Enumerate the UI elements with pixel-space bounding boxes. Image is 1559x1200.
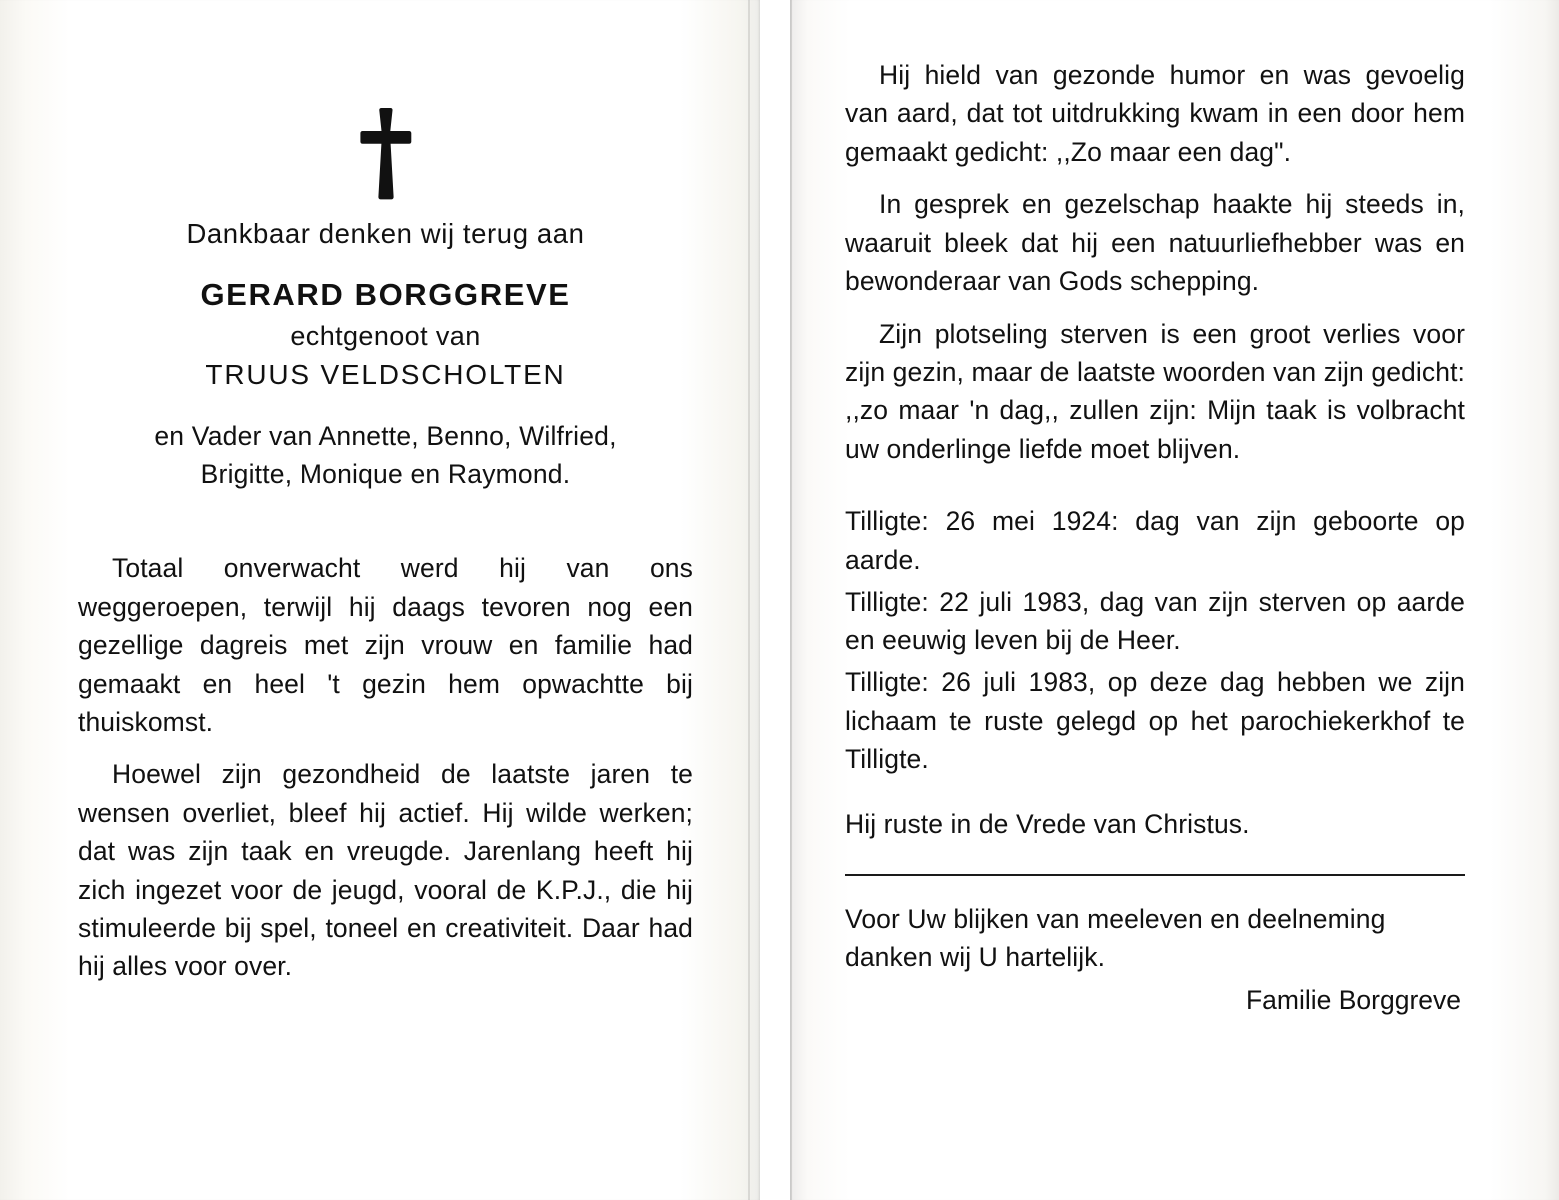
- divider: [845, 874, 1465, 876]
- children-line-1: en Vader van Annette, Benno, Wilfried,: [154, 421, 617, 451]
- card-left-content: [78, 0, 693, 1200]
- date-text: 26 mei 1924: dag van zijn geboorte op aarde.: [845, 506, 1465, 575]
- card-left-edge: [748, 0, 750, 1200]
- spouse-name: TRUUS VELDSCHOLTEN: [205, 359, 566, 390]
- card-right-content: [845, 0, 1465, 1200]
- lead-text: Dankbaar denken wij terug aan: [186, 218, 585, 249]
- date-place: Tilligte:: [845, 586, 929, 617]
- right-text-block: [845, 0, 1465, 468]
- children-line-2: Brigitte, Monique en Raymond.: [200, 458, 571, 489]
- date-place: Tilligte:: [845, 666, 929, 697]
- right-paragraph-1: Hij hield van gezonde humor en was gevoelig van aard, dat tot uitdrukking kwam in een door hem gemaakt gedicht: ,,Zo maar een dag".: [845, 60, 1465, 167]
- left-paragraph-1: Totaal onverwacht werd hij van ons weggeroepen, terwijl hij daags tevoren nog een gezellige dagreis met zijn vrouw en familie had gemaakt en heel 't gezin hem opwachtte bij thuiskomst.: [78, 553, 693, 737]
- card-right-edge: [790, 0, 792, 1200]
- date-text: 26 juli 1983, op deze dag hebben we zijn lichaam te ruste gelegd op het parochiekerkhof te Tilligte.: [845, 666, 1466, 775]
- date-entry: [845, 502, 1465, 579]
- rest-in-peace-line: Hij ruste in de Vrede van Christus.: [845, 809, 1250, 840]
- date-entry: [845, 663, 1465, 779]
- deceased-name: GERARD BORGGREVE: [200, 277, 571, 312]
- date-text: 22 juli 1983, dag van zijn sterven op aarde en eeuwig leven bij de Heer.: [845, 586, 1466, 656]
- latin-cross-icon: [78, 104, 693, 204]
- left-paragraph-2: Hoewel zijn gezondheid de laatste jaren te wensen overliet, bleef hij actief. Hij wilde werken; dat was zijn taak en vreugde. Jarenlang heeft hij zich ingezet voor de jeugd, vooral de K.P.J., die hij stimuleerde bij spel, toneel en creativiteit. Daar had hij alles voor over.: [78, 759, 693, 982]
- right-paragraph-2: In gesprek en gezelschap haakte hij steeds in, waaruit bleek dat hij een natuurliefhebber was en bewonderaar van Gods schepping.: [845, 189, 1465, 297]
- children-list: [78, 418, 693, 493]
- thanks-text: Voor Uw blijken van meeleven en deelneming danken wij U hartelijk.: [845, 904, 1386, 973]
- right-paragraph-3: Zijn plotseling sterven is een groot verlies voor zijn gezin, maar de laatste woorden van zijn gedicht: ,,zo maar 'n dag,, zullen zijn: Mijn taak is volbracht uw onderlinge liefde moet blijven.: [845, 318, 1465, 464]
- dates-block: [845, 502, 1465, 779]
- date-entry: [845, 583, 1465, 660]
- date-place: Tilligte:: [845, 506, 929, 537]
- card-left: [0, 0, 760, 1200]
- family-signature: Familie Borggreve: [1245, 984, 1461, 1015]
- card-right: [790, 0, 1559, 1200]
- spouse-label: echtgenoot van: [290, 321, 481, 351]
- scan-gutter: [760, 0, 790, 1200]
